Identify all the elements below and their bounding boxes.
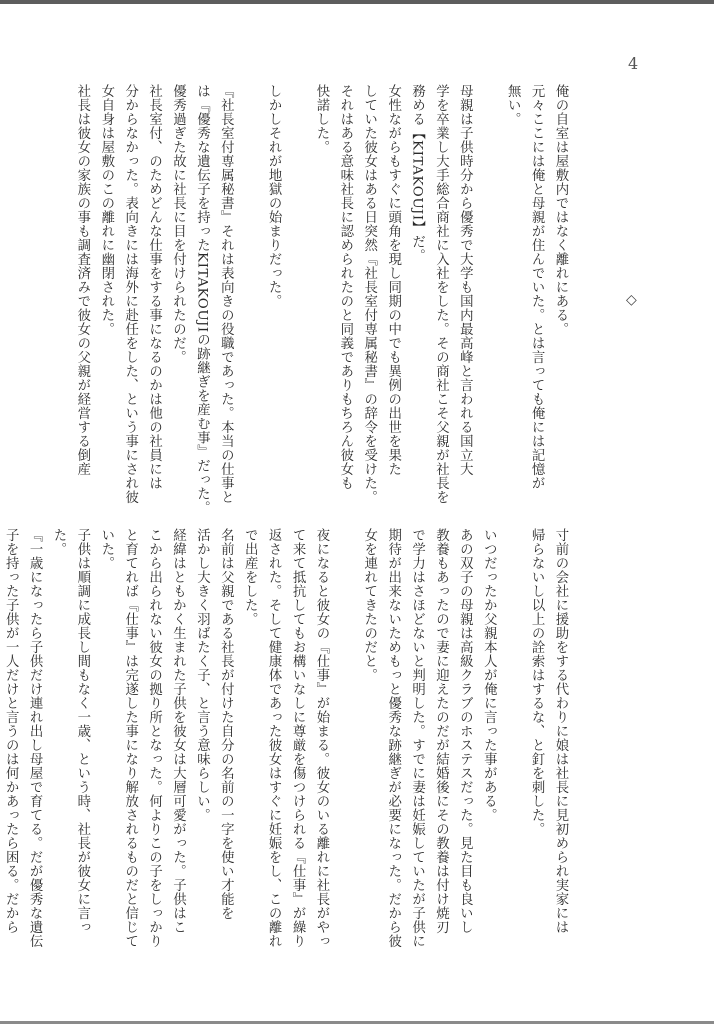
text-line: 社長室付、のためどんな仕事をする事になるのかは他の社員には bbox=[146, 84, 162, 490]
text-line: 帰らないし以上の詮索はするな、と釘を刺した。 bbox=[529, 528, 545, 836]
text-line: 務める【KITAKOUJI】だ。 bbox=[409, 84, 425, 263]
text-line bbox=[476, 84, 500, 504]
text-line: 子供は順調に成長し間もなく一歳、という時、社長が彼女に言っ bbox=[74, 528, 90, 934]
text-line: 無い。 bbox=[505, 84, 521, 126]
text-line: いた。 bbox=[98, 528, 114, 570]
text-line bbox=[285, 84, 309, 504]
text-line: 女を連れてきたのだと。 bbox=[361, 528, 377, 682]
text-line: 返された。そして健康体であった彼女はすぐに妊娠をし、この離れ bbox=[266, 528, 282, 948]
text-line bbox=[500, 528, 524, 948]
text-line bbox=[333, 528, 357, 948]
text-line: で学力はさほどないと判明した。すでに妻は妊娠していたが子供に bbox=[409, 528, 425, 948]
text-line: と育てれば『仕事』は完遂した事になり解放されるものだと信じて bbox=[122, 528, 138, 948]
text-line: 経緯はともかく生まれた子供を彼女は大層可愛がった。子供はこ bbox=[170, 528, 186, 934]
text-line: 優秀過ぎた故に社長に目を付けられたのだ。 bbox=[170, 84, 186, 364]
text-line bbox=[237, 84, 261, 504]
text-line: 社長は彼女の家族の事も調査済みで彼女の父親が経営する倒産 bbox=[74, 84, 90, 476]
text-line: あの双子の母親は高級クラブのホステスだった。見た目も良いし bbox=[457, 528, 473, 934]
text-line: 子を持った子供が一人だけと言うのは何かあったら困る。だから bbox=[3, 528, 19, 934]
text-line: 女性ながらもすぐに頭角を現し同期の中でも異例の出世を果た bbox=[385, 84, 401, 476]
text-line: いつだったか父親本人が俺に言った事がある。 bbox=[481, 528, 497, 822]
text-line: 夜になると彼女の『仕事』が始まる。彼女のいる離れに社長がやっ bbox=[313, 528, 329, 948]
text-line: 母親は子供時分から優秀で大学も国内最高峰と言われる国立大 bbox=[457, 84, 473, 476]
text-line: しかしそれが地獄の始まりだった。 bbox=[266, 84, 282, 308]
text-line: 教養もあったので妻に迎えたのだが結婚後にその教養は付け焼刃 bbox=[433, 528, 449, 934]
text-line: 『一歳になったら子供だけ連れ出し母屋で育てる。だが優秀な遺伝 bbox=[27, 528, 43, 948]
upper-text-block bbox=[74, 84, 572, 515]
lower-text-block bbox=[3, 528, 572, 948]
text-line: 学を卒業し大手総合商社に入社をした。その商社こそ父親が社長を bbox=[433, 84, 449, 504]
text-line: 『社長室付専属秘書』それは表向きの役職であった。本当の仕事と bbox=[218, 84, 234, 504]
text-line: た。 bbox=[50, 528, 66, 556]
text-line: 名前は父親である社長が付けた自分の名前の一字を使い才能を bbox=[218, 528, 234, 920]
text-line: こから出られない彼女の拠り所となった。何よりこの子をしっかり bbox=[146, 528, 162, 948]
scene-break-marker: ◇ bbox=[626, 292, 637, 308]
text-line: て来て抵抗してもお構いなしに尊厳を傷つけられる『仕事』が繰り bbox=[290, 528, 306, 948]
text-line: していた彼女はある日突然『社長室付専属秘書』の辞令を受けた。 bbox=[361, 84, 377, 504]
text-line: は『優秀な遺伝子を持ったKITAKOUJIの跡継ぎを産む事』だった。 bbox=[194, 84, 210, 515]
text-line: 分からなかった。表向きには海外に赴任をした、という事にされ彼 bbox=[122, 84, 138, 504]
text-line: 俺の自室は屋敷内ではなく離れにある。 bbox=[553, 84, 568, 336]
text-line: 活かし大きく羽ばたく子、と言う意味らしい。 bbox=[194, 528, 210, 822]
text-line: 快諾した。 bbox=[313, 84, 329, 154]
text-line: 期待が出来ないためもっと優秀な跡継ぎが必要になった。だから彼 bbox=[385, 528, 401, 948]
text-line: それはある意味社長に認められたのと同義でありもちろん彼女も bbox=[337, 84, 353, 490]
text-line: 女自身は屋敷のこの離れに幽閉された。 bbox=[98, 84, 114, 336]
text-line: 寸前の会社に援助をする代わりに娘は社長に見初められ実家には bbox=[553, 528, 568, 934]
page-number: 4 bbox=[628, 54, 639, 73]
top-border bbox=[0, 0, 714, 4]
text-line: 元々ここには俺と母親が住んでいた。とは言っても俺には記憶が bbox=[529, 84, 545, 490]
text-line: で出産をした。 bbox=[242, 528, 258, 626]
